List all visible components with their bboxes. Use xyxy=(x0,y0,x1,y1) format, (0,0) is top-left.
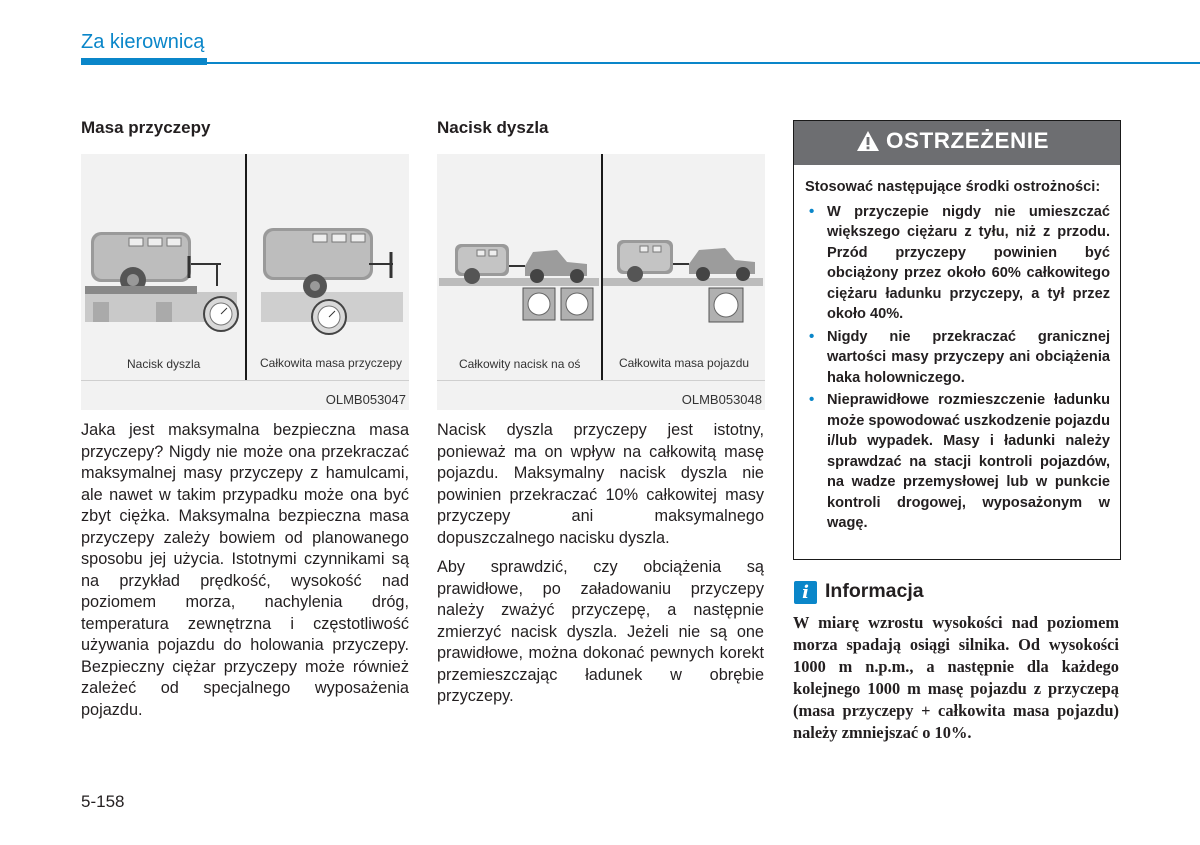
header-accent-bar xyxy=(81,58,207,65)
figure-caption-tongue-load: Nacisk dyszla xyxy=(127,357,201,371)
trailer-weight-figure xyxy=(81,154,409,410)
header-rule xyxy=(81,62,1200,64)
figure-code: OLMB053048 xyxy=(681,392,762,407)
warning-item-text: Nigdy nie przekraczać granicznej wartości masy przyczepy ani obciążenia haka holowniczego. xyxy=(827,328,1110,386)
figure-caption-gross-vehicle-weight: Całkowita masa pojazdu xyxy=(619,356,750,370)
bullet-icon: • xyxy=(809,327,815,345)
warning-item-text: W przyczepie nigdy nie umieszczać większego ciężaru z tyłu, niż z przodu. Przód przyczepy powinien być obciążony przez około 60% całkowitego ciężaru ładunku przyczepy, a tył przez około 40%. xyxy=(827,203,1110,322)
tongue-load-paragraphs xyxy=(437,420,764,708)
panel-divider xyxy=(245,154,247,380)
list-item xyxy=(805,327,1110,389)
info-title: Informacja xyxy=(825,580,924,602)
warning-triangle-icon xyxy=(856,130,880,152)
tongue-load-text-1: Nacisk dyszla przyczepy jest istotny, ponieważ ma on wpływ na całkowitą masę pojazdu. Maksymalny nacisk dyszla nie powinien przekraczać 10% całkowitej masy przyczepy ani maksymalnego dopuszczalnego nacisku dyszla. xyxy=(437,421,764,547)
list-item xyxy=(805,390,1110,534)
bullet-icon: • xyxy=(809,391,815,408)
figure-caption-total-axle-load: Całkowity nacisk na oś xyxy=(459,357,581,371)
trailer-weight-heading: Masa przyczepy xyxy=(81,118,211,137)
warning-title: OSTRZEŻENIE xyxy=(886,128,1050,153)
warning-item-text: Nieprawidłowe rozmieszczenie ładunku może spowodować uszkodzenie pojazdu i/lub wypadek. Masy i ładunki należy sprawdzać na stacji kontroli pojazdów, na wadze przemysłowej lub w punkcie kontroli drogowej, wyposażonym w wagę. xyxy=(827,392,1110,531)
info-icon: i xyxy=(794,581,817,604)
panel-divider xyxy=(601,154,603,380)
warning-list xyxy=(805,202,1110,534)
figure-caption-total-trailer-weight: Całkowita masa przyczepy xyxy=(260,356,403,370)
caption-divider xyxy=(437,380,765,381)
warning-header xyxy=(794,121,1120,165)
info-text: W miarę wzrostu wysokości nad poziomem morza spadają osiągi silnika. Od wysokości 1000 m n.p.m., a następnie dla każdego kolejnego 1000 m masę pojazdu z przyczepą (masa przyczepy + całkowita masa pojazdu) należy zmniejszać o 10%. xyxy=(793,613,1119,742)
trailer-weight-text: Jaka jest maksymalna bezpieczna masa przyczepy? Nigdy nie może ona przekraczać maksymalnej masy przyczepy z hamulcami, ale nawet w takim przypadku może ona być zbyt ciężka. Maksymalna bezpieczna masa przyczepy zależy bowiem od planowanego sposobu jej użycia. Istotnymi czynnikami są na przykład prędkość, wysokość nad poziomem morza, nachylenia dróg, temperatura zewnętrzna i częstotliwość używania pojazdu do holowania przyczepy. Bezpieczny ciężar przyczepy może również zależeć od specjalnego wyposażenia pojazdu. xyxy=(81,421,409,719)
warning-body xyxy=(805,177,1110,536)
warning-box xyxy=(793,120,1121,560)
figure-code: OLMB053047 xyxy=(325,392,406,407)
trailer-weight-paragraph xyxy=(81,420,409,721)
tongue-load-figure xyxy=(437,154,765,410)
warning-intro: Stosować następujące środki ostrożności: xyxy=(805,179,1101,195)
section-title: Za kierownicą xyxy=(81,31,205,53)
tongue-load-text-2: Aby sprawdzić, czy obciążenia są prawidłowe, po załadowaniu przyczepy należy zważyć przyczepę, a następnie zmierzyć nacisk dyszla. Jeżeli nie są one prawidłowe, można dokonać pewnych korekt przemieszczając ładunek w obrębie przyczepy. xyxy=(437,558,764,705)
caption-divider xyxy=(81,380,409,381)
page-number: 5-158 xyxy=(81,792,125,811)
tongue-load-heading: Nacisk dyszla xyxy=(437,118,549,137)
bullet-icon: • xyxy=(809,202,815,220)
list-item xyxy=(805,202,1110,325)
